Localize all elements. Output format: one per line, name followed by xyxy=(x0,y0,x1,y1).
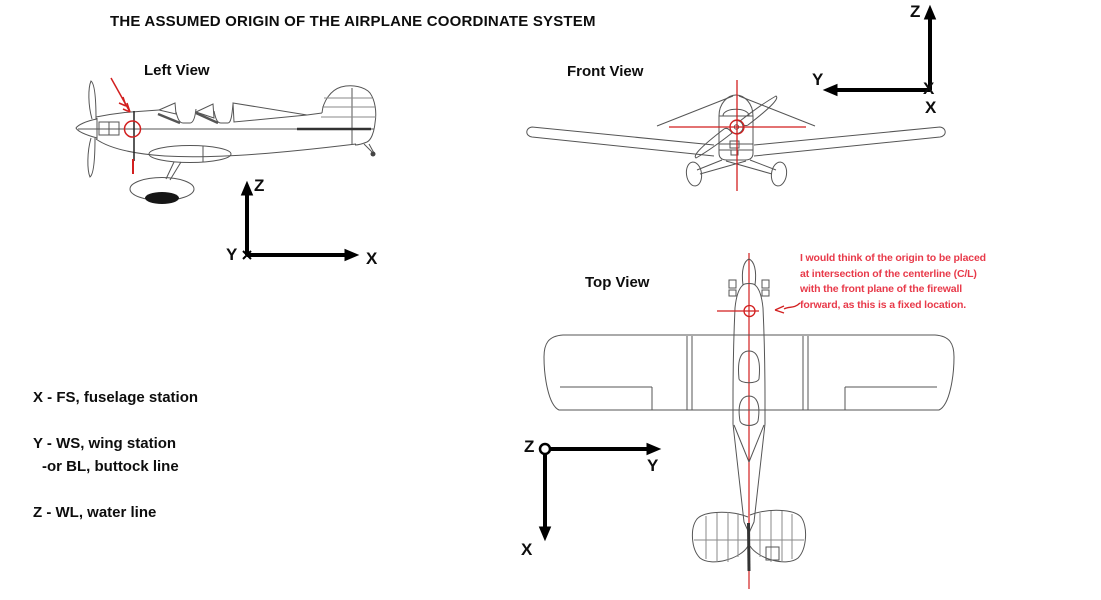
left-axes-z-label: Z xyxy=(254,176,265,195)
note-line-1: I would think of the origin to be placed xyxy=(800,252,986,264)
front-view-label: Front View xyxy=(567,63,644,80)
left-view-label: Left View xyxy=(144,62,210,79)
note-line-3: with the front plane of the firewall xyxy=(800,283,963,296)
tail-fin xyxy=(297,86,376,145)
front-axes-x-label: X xyxy=(925,98,937,117)
origin-marker-front-view xyxy=(669,80,806,191)
top-view-label: Top View xyxy=(585,274,650,291)
top-axes-x-label: X xyxy=(521,540,533,559)
legend-y-line2: -or BL, buttock line xyxy=(42,458,179,475)
legend-z xyxy=(33,501,156,524)
legend-x xyxy=(33,386,198,409)
front-axes-origin-label: X xyxy=(923,79,935,98)
legend-x-line: X - FS, fuselage station xyxy=(33,389,199,406)
landing-gear-side xyxy=(130,162,194,204)
tailwheel xyxy=(364,144,376,157)
note-line-4: forward, as this is a fixed location. xyxy=(800,298,966,311)
top-view-axes xyxy=(520,435,665,555)
note-line-2: at intersection of the centerline (C/L) xyxy=(800,267,977,280)
legend-y xyxy=(33,432,179,478)
page-title: THE ASSUMED ORIGIN OF THE AIRPLANE COORDINATE SYSTEM xyxy=(110,13,596,30)
axes-lines xyxy=(540,444,661,541)
cockpit-windscreens xyxy=(158,103,322,123)
front-view-axes xyxy=(800,0,965,120)
origin-marker-left-view xyxy=(111,78,141,174)
top-axes-y-label: Y xyxy=(647,456,659,475)
legend-z-line: Z - WL, water line xyxy=(33,504,157,521)
wing-side xyxy=(149,146,231,163)
origin-marker-top-view xyxy=(717,303,800,317)
top-axes-origin-label: Z xyxy=(524,437,535,456)
left-axes-x-label: X xyxy=(366,249,378,268)
front-axes-z-label: Z xyxy=(910,2,921,21)
origin-annotation-note xyxy=(800,251,986,313)
front-axes-y-label: Y xyxy=(812,70,824,89)
left-view-axes xyxy=(225,175,370,270)
left-axes-origin-label: Y xyxy=(226,245,238,264)
legend-y-line: Y - WS, wing station xyxy=(33,435,177,452)
